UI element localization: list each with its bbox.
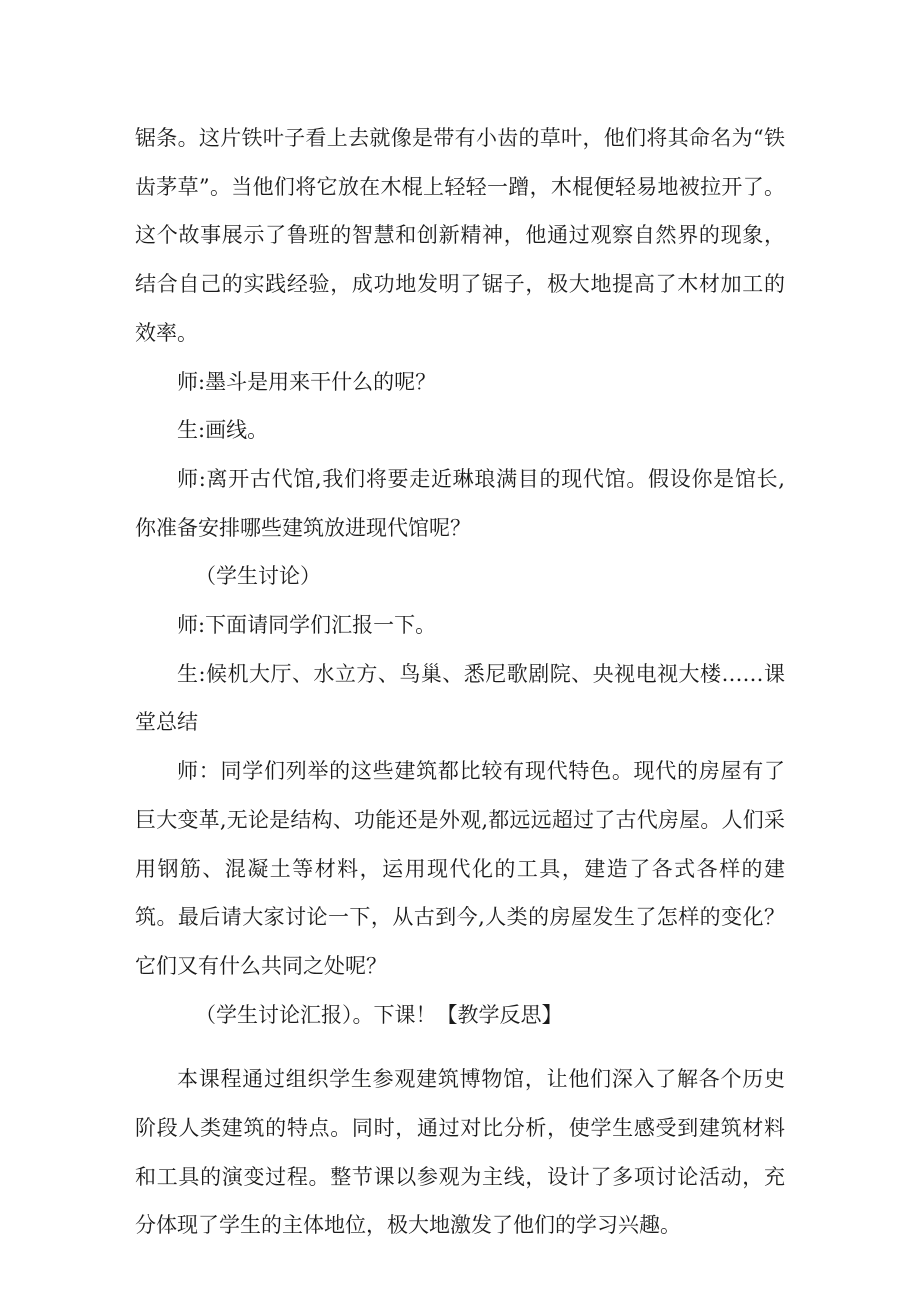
paragraph-teacher-modern-hall: 师:离开古代馆,我们将要走近琳琅满目的现代馆。假设你是馆长,你准备安排哪些建筑放进现代馆呢？	[135, 466, 785, 540]
paragraph-lu-ban-saw-story: 锯条。这片铁叶子看上去就像是带有小齿的草叶，他们将其命名为“铁齿茅草”。当他们将它放在木棍上轻轻一蹭，木棍便轻易地被拉开了。这个故事展示了鲁班的智慧和创新精神，他通过观察自然界的现象，结合自己的实践经验，成功地发明了锯子，极大地提高了木材加工的效率。	[135, 126, 785, 345]
document-body	[135, 114, 785, 1250]
paragraph-teacher-report-request: 师:下面请同学们汇报一下。	[177, 613, 437, 638]
paragraph-student-answer-draw-line: 生:画线。	[177, 418, 269, 443]
paragraph-teaching-reflection: 本课程通过组织学生参观建筑博物馆，让他们深入了解各个历史阶段人类建筑的特点。同时，通过对比分析，使学生感受到建筑材料和工具的演变过程。整节课以参观为主线，设计了多项讨论活动，充分体现了学生的主体地位，极大地激发了他们的学习兴趣。	[135, 1067, 785, 1238]
paragraph-teacher-question-ink-line: 师:墨斗是用来干什么的呢？	[177, 369, 437, 394]
paragraph-student-discussion: （学生讨论）	[195, 564, 321, 589]
paragraph-teacher-summary: 师：同学们列举的这些建筑都比较有现代特色。现代的房屋有了巨大变革,无论是结构、功能还是外观,都远远超过了古代房屋。人们采用钢筋、混凝土等材料，运用现代化的工具，建造了各式各样的建筑。最后请大家讨论一下，从古到今,人类的房屋发生了怎样的变化？它们又有什么共同之处呢？	[135, 759, 785, 978]
paragraph-class-end-reflection-heading: （学生讨论汇报）。下课！【教学反思】	[195, 1002, 563, 1027]
paragraph-student-building-list: 生:候机大厅、水立方、鸟巢、悉尼歌剧院、央视电视大楼……课堂总结	[135, 661, 785, 735]
